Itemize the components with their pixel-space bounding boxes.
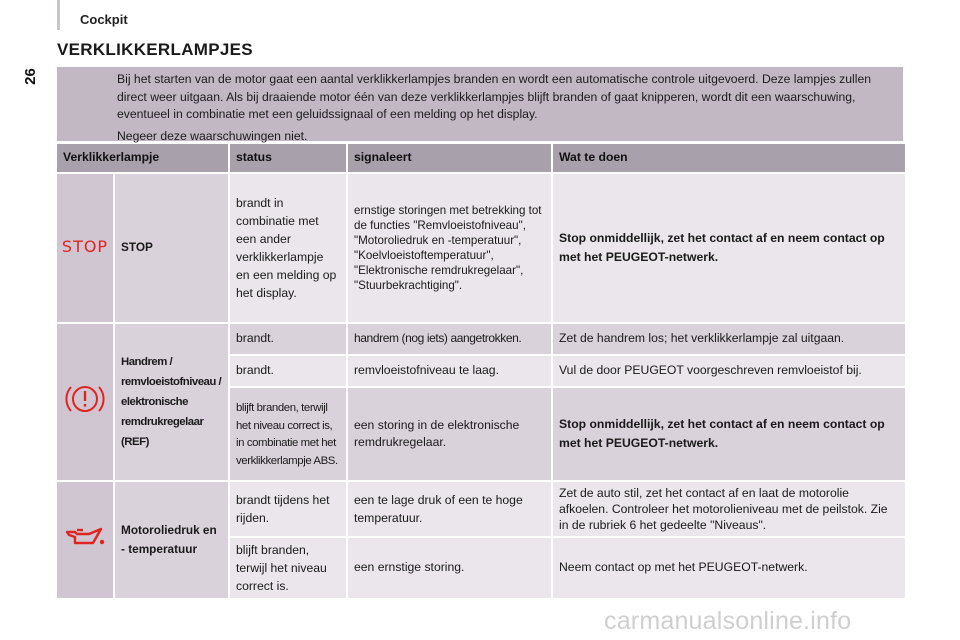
action-cell: Vul de door PEUGEOT voorgeschreven remvloeistof bij. (553, 356, 905, 386)
status-cell: blijft branden, terwijl het niveau correct is. (230, 538, 346, 598)
status-cell: brandt tijdens het rijden. (230, 482, 346, 536)
lamp-name: Motoroliedruk en - temperatuur (115, 482, 228, 598)
lamp-name: STOP (115, 174, 228, 322)
table-row (57, 482, 905, 536)
status-cell: brandt in combinatie met een ander verklikkerlampje en een melding op het display. (230, 174, 346, 322)
header-action: Wat te doen (553, 144, 905, 172)
signal-cell: een ernstige storing. (348, 538, 551, 598)
signal-cell: een storing in de elektronische remdrukregelaar. (348, 388, 551, 480)
status-cell: blijft branden, terwijl het niveau correct is, in combinatie met het verklikkerlampje ABS. (230, 388, 346, 480)
intro-paragraph: Bij het starten van de motor gaat een aantal verklikkerlampjes branden en wordt een automatische controle uitgevoerd. Deze lampjes zullen direct weer uitgaan. Als bij draaiende motor één van deze verklikkerlampjes blijft branden of gaat knipperen, wordt dit een waarschuwing, eventueel in combinatie met een geluidssignaal of een melding op het display. (117, 72, 872, 121)
page-number: 26 (21, 68, 39, 85)
intro-warning: Negeer deze waarschuwingen niet. (117, 128, 308, 143)
brake-warning-icon (57, 324, 113, 480)
signal-cell: een te lage druk of een te hoge temperatuur. (348, 482, 551, 536)
warning-lights-table (55, 142, 907, 600)
status-cell: brandt. (230, 356, 346, 386)
action-cell: Zet de handrem los; het verklikkerlampje zal uitgaan. (553, 324, 905, 354)
signal-cell: handrem (nog iets) aangetrokken. (348, 324, 551, 354)
page-title: VERKLIKKERLAMPJES (57, 40, 253, 59)
intro-box (57, 67, 903, 141)
table-row (57, 174, 905, 322)
status-cell: brandt. (230, 324, 346, 354)
action-cell: Stop onmiddellijk, zet het contact af en neem contact op met het PEUGEOT-netwerk. (553, 388, 905, 480)
table-row (57, 324, 905, 354)
header-signal: signaleert (348, 144, 551, 172)
action-cell: Neem contact op met het PEUGEOT-netwerk. (553, 538, 905, 598)
brake-warning-icon-graphic (63, 379, 107, 419)
header-divider (57, 0, 60, 30)
watermark: carmanualsonline.info (604, 607, 852, 635)
table-header (57, 144, 905, 172)
signal-cell: ernstige storingen met betrekking tot de functies "Remvloeistofniveau", "Motoroliedruk en -temperatuur", "Koelvloeistoftemperatuur", "Elektronische remdrukregelaar", "Stuurbekrachtiging". (348, 174, 551, 322)
header-lamp: Verklikkerlampje (57, 144, 228, 172)
stop-icon: STOP (57, 174, 113, 322)
section-title: Cockpit (80, 12, 128, 27)
oil-can-icon (57, 482, 113, 598)
action-cell: Zet de auto stil, zet het contact af en laat de motorolie afkoelen. Controleer het motorolieniveau met de peilstok. Zie in de rubriek 6 het gedeelte "Niveaus". (553, 482, 905, 536)
header-status: status (230, 144, 346, 172)
oil-can-icon-graphic (63, 523, 107, 551)
action-cell: Stop onmiddellijk, zet het contact af en neem contact op met het PEUGEOT-netwerk. (553, 174, 905, 322)
lamp-name: Handrem / remvloeistofniveau / elektronische remdrukregelaar (REF) (115, 324, 228, 480)
signal-cell: remvloeistofniveau te laag. (348, 356, 551, 386)
